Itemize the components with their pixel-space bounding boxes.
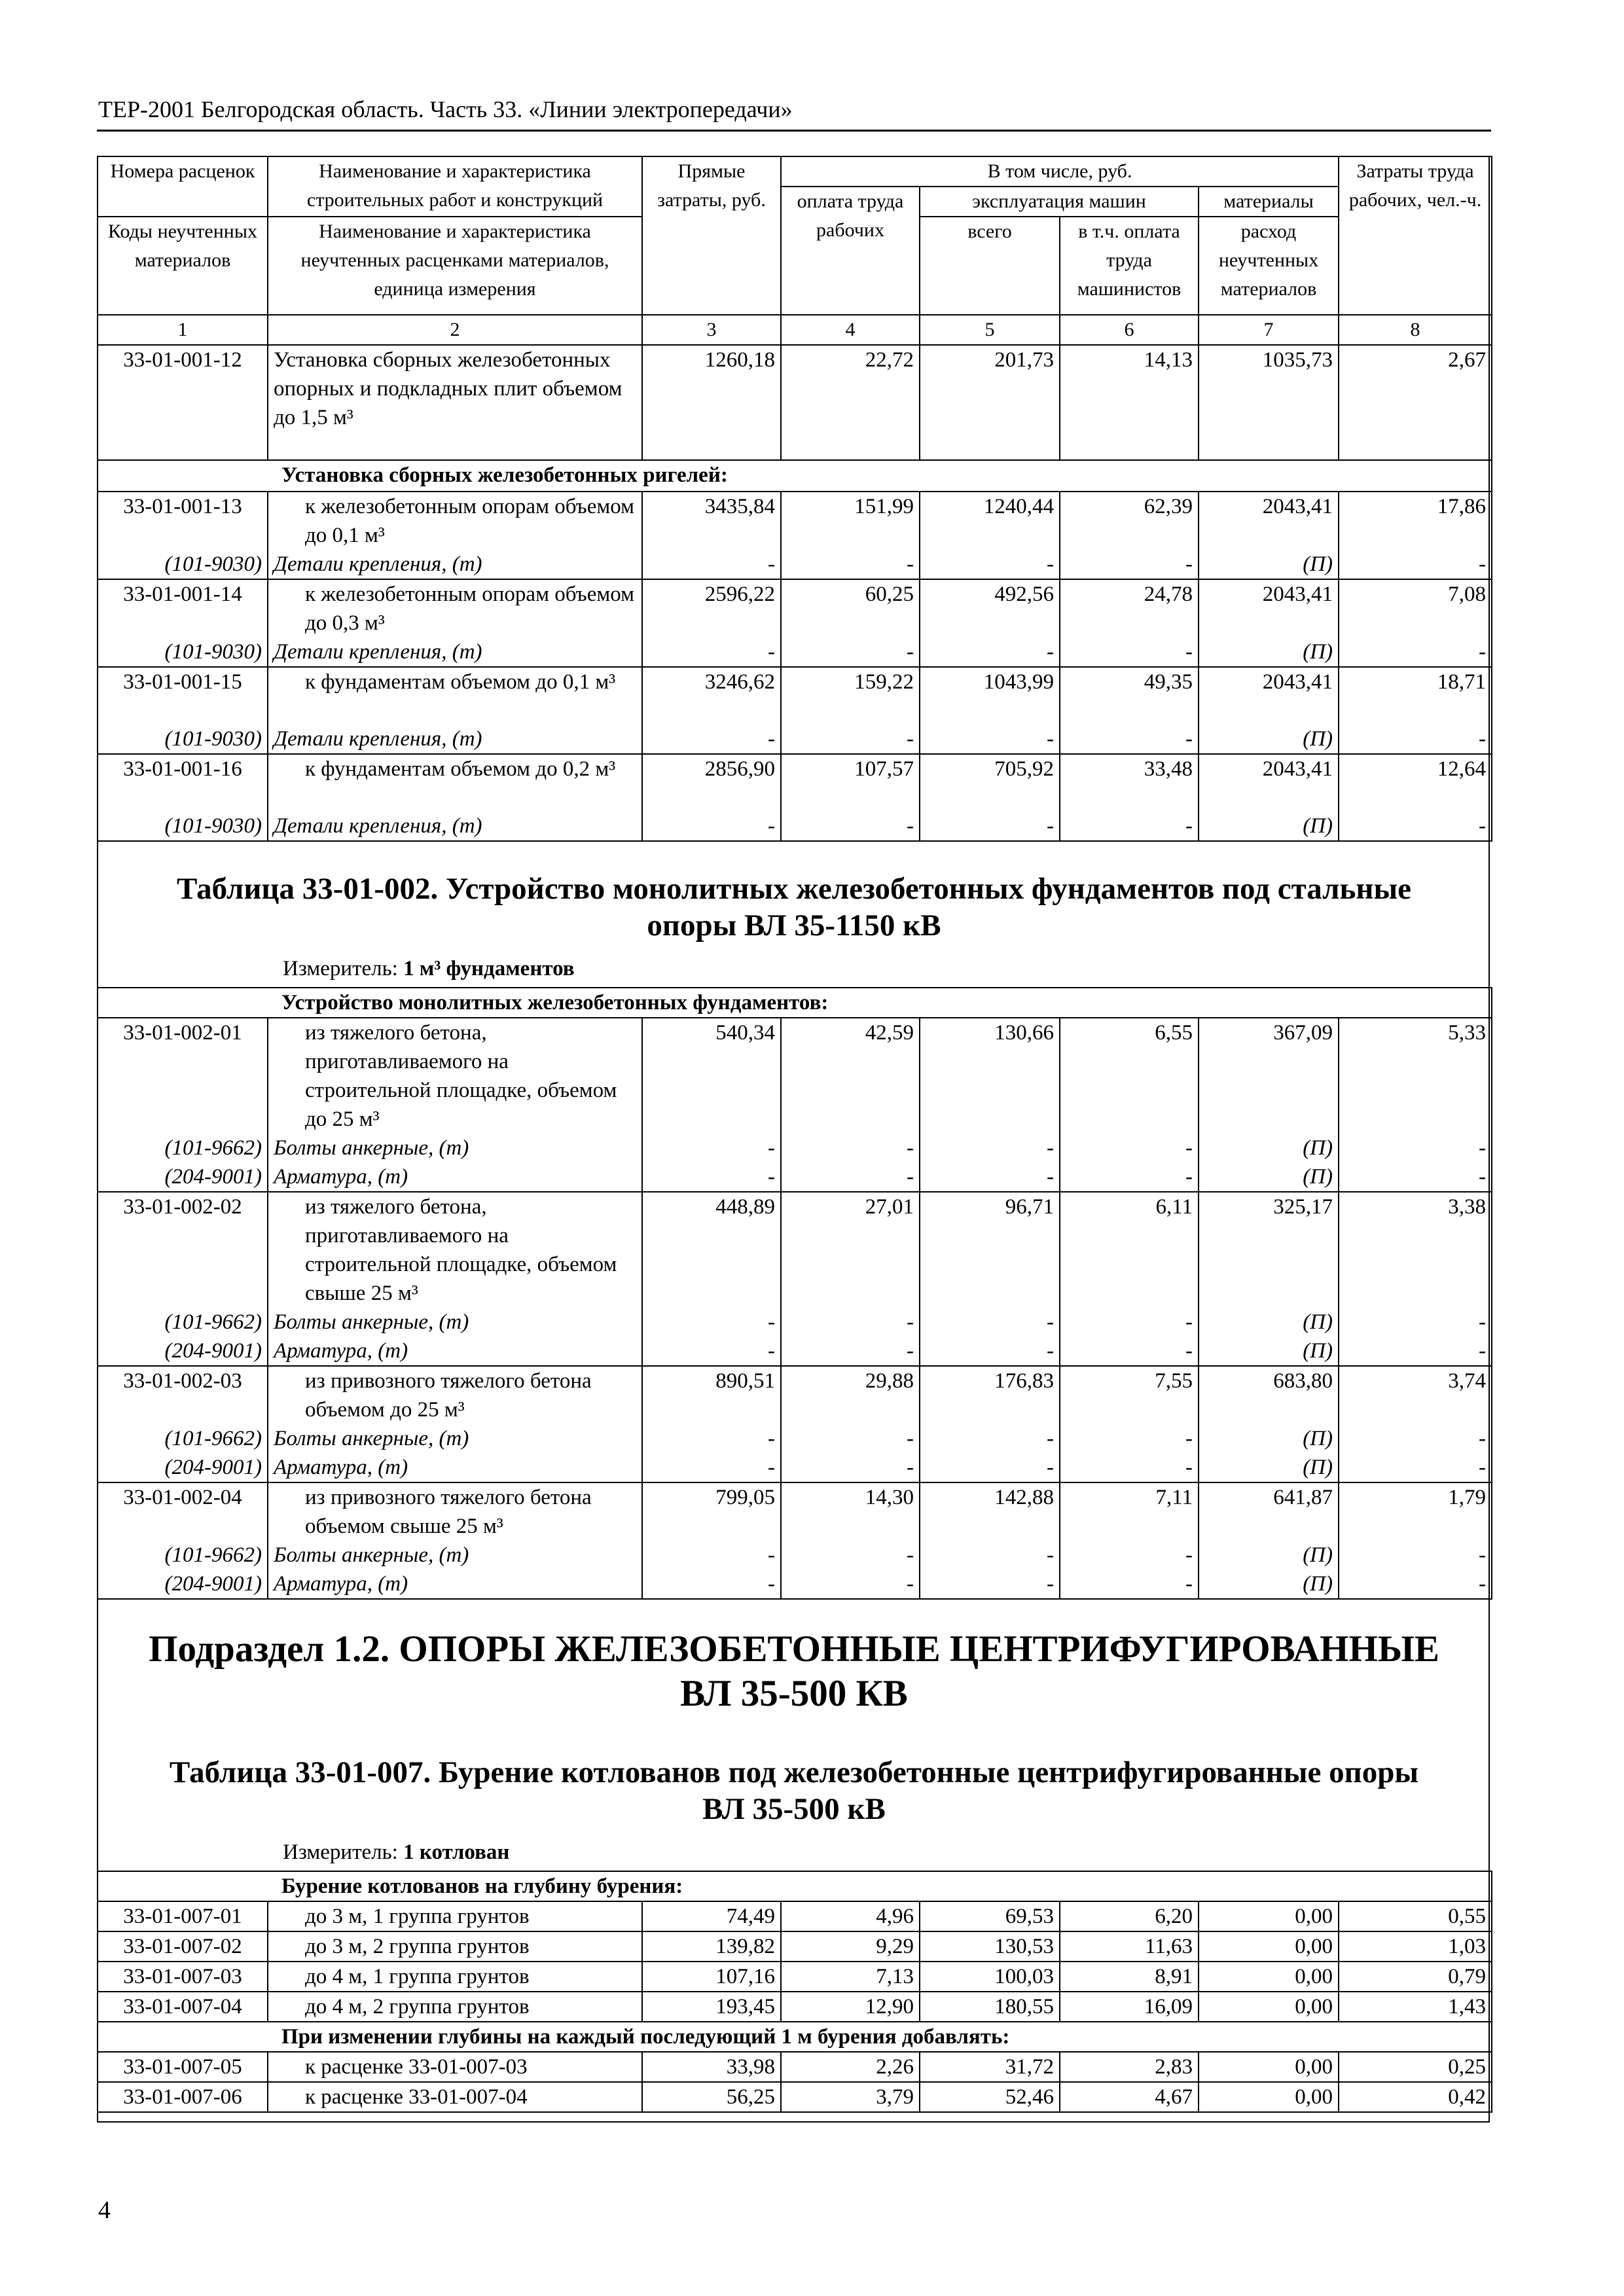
material-row: (204-9001) Арматура, (т) - - - - (П) - [98,1453,1492,1482]
subsection-heading: Подраздел 1.2. ОПОРЫ ЖЕЛЕЗОБЕТОННЫЕ ЦЕНТРИФУГИРОВАННЫЕ ВЛ 35-500 КВ [149,1628,1439,1714]
table-row: 33-01-002-01 из тяжелого бетона, приготавливаемого на строительной площадке, объемом до 25 м³ 540,34 42,59 130,66 6,55 367,09 5,33 [98,1018,1492,1134]
rates-table-001 [97,156,1492,842]
table-row: 33-01-001-16 к фундаментам объемом до 0,2 м³ 2856,90 107,57 705,92 33,48 2043,41 12,64 [98,754,1492,812]
col-num-1: 1 [98,315,268,345]
table-row: 33-01-007-01 до 3 м, 1 группа грунтов 74,49 4,96 69,53 6,20 0,00 0,55 [98,1901,1492,1931]
material-row: (101-9662) Болты анкерные, (т) - - - - (П) - [98,1308,1492,1336]
col-num-5: 5 [920,315,1060,345]
table-row: 33-01-007-06 к расценке 33-01-007-04 56,25 3,79 52,46 4,67 0,00 0,42 [98,2082,1492,2112]
rates-table-007 [97,1871,1492,2113]
table-row: 33-01-001-13 к железобетонным опорам объемом до 0,1 м³ 3435,84 151,99 1240,44 62,39 2043,41 17,86 [98,492,1492,550]
table-row: 33-01-001-14 к железобетонным опорам объемом до 0,3 м³ 2596,22 60,25 492,56 24,78 2043,41 7,08 [98,579,1492,637]
table-007-measure: Измеритель: 1 котлован [283,1840,510,1864]
material-row: (101-9030) Детали крепления, (т) - - - - (П) - [98,637,1492,667]
table-header [98,156,1492,345]
col-num-2: 2 [268,315,642,345]
col-material-name-header: Наименование и характеристика неучтенных расценками материалов, единица измерения [268,217,642,315]
col-rate-number-header: Номера расценок [98,156,268,217]
col-operator-pay-header: в т.ч. оплата труда машинистов [1060,217,1199,315]
table-row: 33-01-001-15 к фундаментам объемом до 0,1 м³ 3246,62 159,22 1043,99 49,35 2043,41 18,71 [98,667,1492,725]
col-machines-total-header: всего [920,217,1060,315]
table-row: 33-01-001-12 Установка сборных железобетонных опорных и подкладных плит объемом до 1,5 м³ 1260,18 22,72 201,73 14,13 1035,73 2,67 [98,345,1492,460]
table-row: 33-01-007-05 к расценке 33-01-007-03 33,98 2,26 31,72 2,83 0,00 0,25 [98,2052,1492,2082]
material-row: (101-9030) Детали крепления, (т) - - - - (П) - [98,550,1492,579]
material-row: (101-9030) Детали крепления, (т) - - - - (П) - [98,725,1492,754]
col-direct-cost-header: Прямые затраты, руб. [642,156,781,315]
table-row: 33-01-007-04 до 4 м, 2 группа грунтов 193,45 12,90 180,55 16,09 0,00 1,43 [98,1992,1492,2022]
section-row: Устройство монолитных железобетонных фундаментов: [98,988,1492,1018]
running-header: ТЕР-2001 Белгородская область. Часть 33. «Линии электропередачи» [98,96,793,122]
col-material-use-header: расход неучтенных материалов [1199,217,1339,315]
material-row: (101-9662) Болты анкерные, (т) - - - - (П) - [98,1424,1492,1453]
col-num-6: 6 [1060,315,1199,345]
material-row: (101-9662) Болты анкерные, (т) - - - - (П) - [98,1541,1492,1570]
rates-table-002 [97,987,1492,1600]
table-007-title: Таблица 33-01-007. Бурение котлованов под железобетонные центрифугированные опоры ВЛ 35-500 кВ [169,1755,1419,1826]
col-labor-hours-header: Затраты труда рабочих, чел.-ч. [1339,156,1492,315]
material-row: (101-9030) Детали крепления, (т) - - - - (П) - [98,812,1492,841]
table-002-measure: Измеритель: 1 м³ фундаментов [283,957,575,980]
section-row: При изменении глубины на каждый последующий 1 м бурения добавлять: [98,2022,1492,2052]
material-row: (204-9001) Арматура, (т) - - - - (П) - [98,1570,1492,1599]
col-num-7: 7 [1199,315,1339,345]
table-body-001 [98,345,1492,841]
header-rule [97,130,1491,132]
col-worker-pay-header: оплата труда рабочих [781,187,920,315]
table-002-title: Таблица 33-01-002. Устройство монолитных железобетонных фундаментов под стальные опоры ВЛ 35-1150 кВ [176,872,1412,942]
col-work-name-header: Наименование и характеристика строительных работ и конструкций [268,156,642,217]
col-including-header: В том числе, руб. [781,156,1339,187]
col-materials-header: материалы [1199,187,1339,217]
section-row: Установка сборных железобетонных ригелей: [98,460,1492,492]
material-row: (204-9001) Арматура, (т) - - - - (П) - [98,1336,1492,1366]
col-num-8: 8 [1339,315,1492,345]
col-machines-header: эксплуатация машин [920,187,1199,217]
col-num-3: 3 [642,315,781,345]
material-row: (204-9001) Арматура, (т) - - - - (П) - [98,1162,1492,1192]
table-row: 33-01-007-02 до 3 м, 2 группа грунтов 139,82 9,29 130,53 11,63 0,00 1,03 [98,1931,1492,1962]
col-num-4: 4 [781,315,920,345]
table-row: 33-01-002-02 из тяжелого бетона, приготавливаемого на строительной площадке, объемом свыше 25 м³ 448,89 27,01 96,71 6,11 325,17 3,38 [98,1192,1492,1308]
section-row: Бурение котлованов на глубину бурения: [98,1871,1492,1901]
table-row: 33-01-007-03 до 4 м, 1 группа грунтов 107,16 7,13 100,03 8,91 0,00 0,79 [98,1962,1492,1992]
table-row: 33-01-002-04 из привозного тяжелого бетона объемом свыше 25 м³ 799,05 14,30 142,88 7,11 641,87 1,79 [98,1482,1492,1541]
table-row: 33-01-002-03 из привозного тяжелого бетона объемом до 25 м³ 890,51 29,88 176,83 7,55 683,80 3,74 [98,1366,1492,1424]
col-material-code-header: Коды неучтенных материалов [98,217,268,315]
page-number: 4 [98,2197,111,2224]
material-row: (101-9662) Болты анкерные, (т) - - - - (П) - [98,1134,1492,1162]
